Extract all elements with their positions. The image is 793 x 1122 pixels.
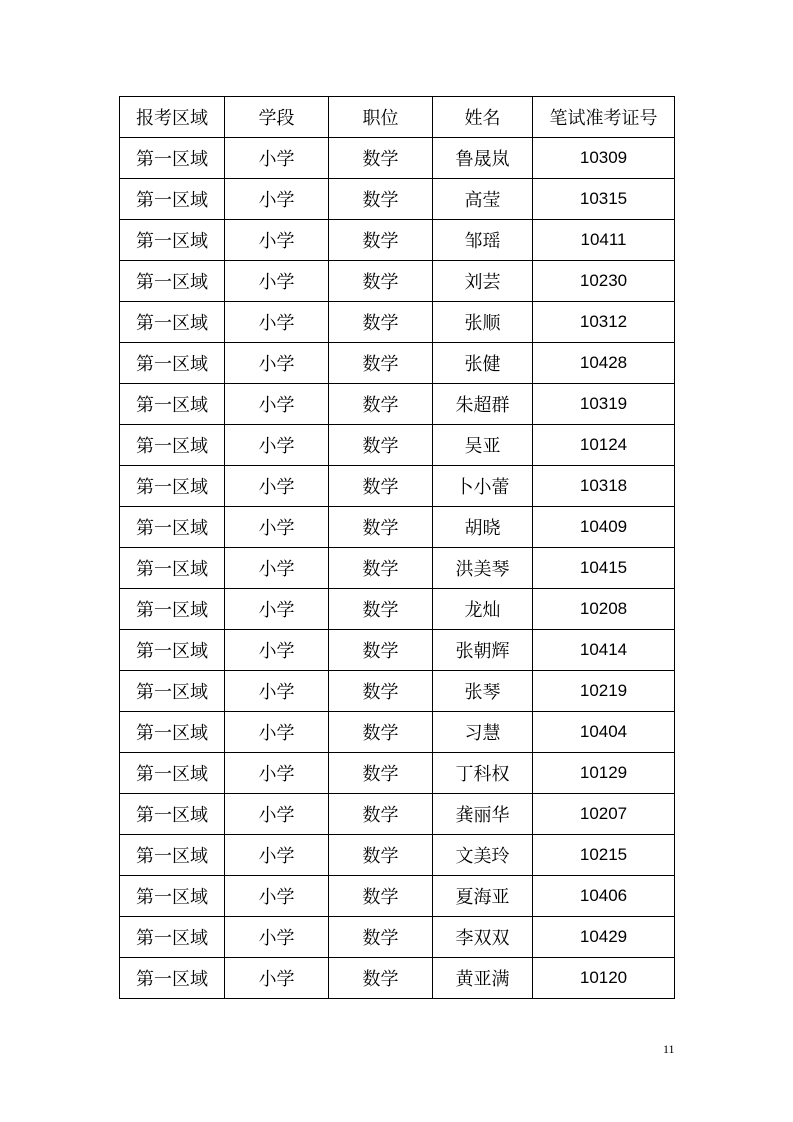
cell-region: 第一区域 <box>120 466 225 507</box>
cell-stage: 小学 <box>225 671 329 712</box>
cell-exam-number: 10230 <box>533 261 675 302</box>
table-row <box>120 630 675 671</box>
cell-region: 第一区域 <box>120 261 225 302</box>
cell-name: 胡晓 <box>433 507 533 548</box>
cell-name: 张朝辉 <box>433 630 533 671</box>
cell-region: 第一区域 <box>120 384 225 425</box>
cell-stage: 小学 <box>225 589 329 630</box>
cell-region: 第一区域 <box>120 589 225 630</box>
cell-stage: 小学 <box>225 220 329 261</box>
table-row <box>120 261 675 302</box>
table-row <box>120 138 675 179</box>
cell-stage: 小学 <box>225 712 329 753</box>
column-header-stage: 学段 <box>225 97 329 138</box>
cell-region: 第一区域 <box>120 958 225 999</box>
table-row <box>120 958 675 999</box>
cell-name: 卜小蕾 <box>433 466 533 507</box>
cell-name: 习慧 <box>433 712 533 753</box>
table-body <box>120 138 675 999</box>
table-row <box>120 220 675 261</box>
cell-exam-number: 10414 <box>533 630 675 671</box>
table-row <box>120 876 675 917</box>
table-row <box>120 753 675 794</box>
cell-stage: 小学 <box>225 261 329 302</box>
cell-name: 丁科权 <box>433 753 533 794</box>
cell-exam-number: 10309 <box>533 138 675 179</box>
cell-region: 第一区域 <box>120 343 225 384</box>
column-header-region: 报考区域 <box>120 97 225 138</box>
cell-stage: 小学 <box>225 630 329 671</box>
cell-region: 第一区域 <box>120 179 225 220</box>
cell-exam-number: 10319 <box>533 384 675 425</box>
cell-position: 数学 <box>329 835 433 876</box>
cell-name: 吴亚 <box>433 425 533 466</box>
cell-exam-number: 10415 <box>533 548 675 589</box>
cell-position: 数学 <box>329 425 433 466</box>
page-number: 11 <box>663 1042 675 1056</box>
cell-name: 鲁晟岚 <box>433 138 533 179</box>
table-row <box>120 835 675 876</box>
cell-position: 数学 <box>329 138 433 179</box>
cell-position: 数学 <box>329 261 433 302</box>
cell-region: 第一区域 <box>120 712 225 753</box>
cell-name: 刘芸 <box>433 261 533 302</box>
cell-stage: 小学 <box>225 507 329 548</box>
cell-stage: 小学 <box>225 794 329 835</box>
cell-name: 李双双 <box>433 917 533 958</box>
cell-name: 文美玲 <box>433 835 533 876</box>
cell-stage: 小学 <box>225 425 329 466</box>
cell-region: 第一区域 <box>120 671 225 712</box>
cell-stage: 小学 <box>225 548 329 589</box>
cell-position: 数学 <box>329 343 433 384</box>
cell-exam-number: 10124 <box>533 425 675 466</box>
cell-exam-number: 10404 <box>533 712 675 753</box>
cell-position: 数学 <box>329 548 433 589</box>
cell-exam-number: 10219 <box>533 671 675 712</box>
cell-stage: 小学 <box>225 384 329 425</box>
cell-stage: 小学 <box>225 835 329 876</box>
cell-name: 龙灿 <box>433 589 533 630</box>
cell-position: 数学 <box>329 753 433 794</box>
cell-stage: 小学 <box>225 466 329 507</box>
cell-stage: 小学 <box>225 179 329 220</box>
cell-exam-number: 10318 <box>533 466 675 507</box>
cell-stage: 小学 <box>225 958 329 999</box>
cell-region: 第一区域 <box>120 794 225 835</box>
cell-exam-number: 10129 <box>533 753 675 794</box>
column-header-name: 姓名 <box>433 97 533 138</box>
cell-position: 数学 <box>329 671 433 712</box>
cell-position: 数学 <box>329 958 433 999</box>
candidate-table <box>119 96 675 999</box>
cell-region: 第一区域 <box>120 630 225 671</box>
cell-position: 数学 <box>329 794 433 835</box>
cell-position: 数学 <box>329 466 433 507</box>
cell-region: 第一区域 <box>120 507 225 548</box>
cell-exam-number: 10428 <box>533 343 675 384</box>
cell-position: 数学 <box>329 917 433 958</box>
cell-exam-number: 10215 <box>533 835 675 876</box>
cell-exam-number: 10208 <box>533 589 675 630</box>
cell-exam-number: 10315 <box>533 179 675 220</box>
cell-position: 数学 <box>329 589 433 630</box>
cell-exam-number: 10207 <box>533 794 675 835</box>
table-row <box>120 548 675 589</box>
cell-region: 第一区域 <box>120 753 225 794</box>
table-row <box>120 794 675 835</box>
column-header-exam-number: 笔试准考证号 <box>533 97 675 138</box>
cell-region: 第一区域 <box>120 302 225 343</box>
cell-region: 第一区域 <box>120 876 225 917</box>
table-row <box>120 179 675 220</box>
cell-name: 洪美琴 <box>433 548 533 589</box>
table-row <box>120 302 675 343</box>
cell-position: 数学 <box>329 384 433 425</box>
cell-region: 第一区域 <box>120 835 225 876</box>
cell-stage: 小学 <box>225 917 329 958</box>
table-row <box>120 589 675 630</box>
cell-region: 第一区域 <box>120 425 225 466</box>
table-row <box>120 507 675 548</box>
cell-name: 张健 <box>433 343 533 384</box>
header-row <box>120 97 675 138</box>
cell-region: 第一区域 <box>120 917 225 958</box>
cell-name: 龚丽华 <box>433 794 533 835</box>
cell-exam-number: 10312 <box>533 302 675 343</box>
cell-region: 第一区域 <box>120 138 225 179</box>
cell-exam-number: 10120 <box>533 958 675 999</box>
table-row <box>120 466 675 507</box>
cell-exam-number: 10429 <box>533 917 675 958</box>
cell-stage: 小学 <box>225 343 329 384</box>
cell-exam-number: 10406 <box>533 876 675 917</box>
table-row <box>120 425 675 466</box>
cell-exam-number: 10411 <box>533 220 675 261</box>
cell-name: 朱超群 <box>433 384 533 425</box>
cell-position: 数学 <box>329 179 433 220</box>
cell-name: 黄亚满 <box>433 958 533 999</box>
cell-region: 第一区域 <box>120 548 225 589</box>
cell-name: 高莹 <box>433 179 533 220</box>
cell-stage: 小学 <box>225 138 329 179</box>
cell-position: 数学 <box>329 630 433 671</box>
cell-name: 张顺 <box>433 302 533 343</box>
cell-exam-number: 10409 <box>533 507 675 548</box>
cell-position: 数学 <box>329 712 433 753</box>
cell-name: 邹瑶 <box>433 220 533 261</box>
cell-stage: 小学 <box>225 753 329 794</box>
cell-region: 第一区域 <box>120 220 225 261</box>
cell-position: 数学 <box>329 507 433 548</box>
table-header <box>120 97 675 138</box>
column-header-position: 职位 <box>329 97 433 138</box>
table-row <box>120 712 675 753</box>
cell-name: 张琴 <box>433 671 533 712</box>
table-row <box>120 671 675 712</box>
cell-stage: 小学 <box>225 876 329 917</box>
cell-position: 数学 <box>329 220 433 261</box>
cell-position: 数学 <box>329 876 433 917</box>
table-row <box>120 917 675 958</box>
table-row <box>120 384 675 425</box>
table-row <box>120 343 675 384</box>
cell-position: 数学 <box>329 302 433 343</box>
cell-stage: 小学 <box>225 302 329 343</box>
cell-name: 夏海亚 <box>433 876 533 917</box>
